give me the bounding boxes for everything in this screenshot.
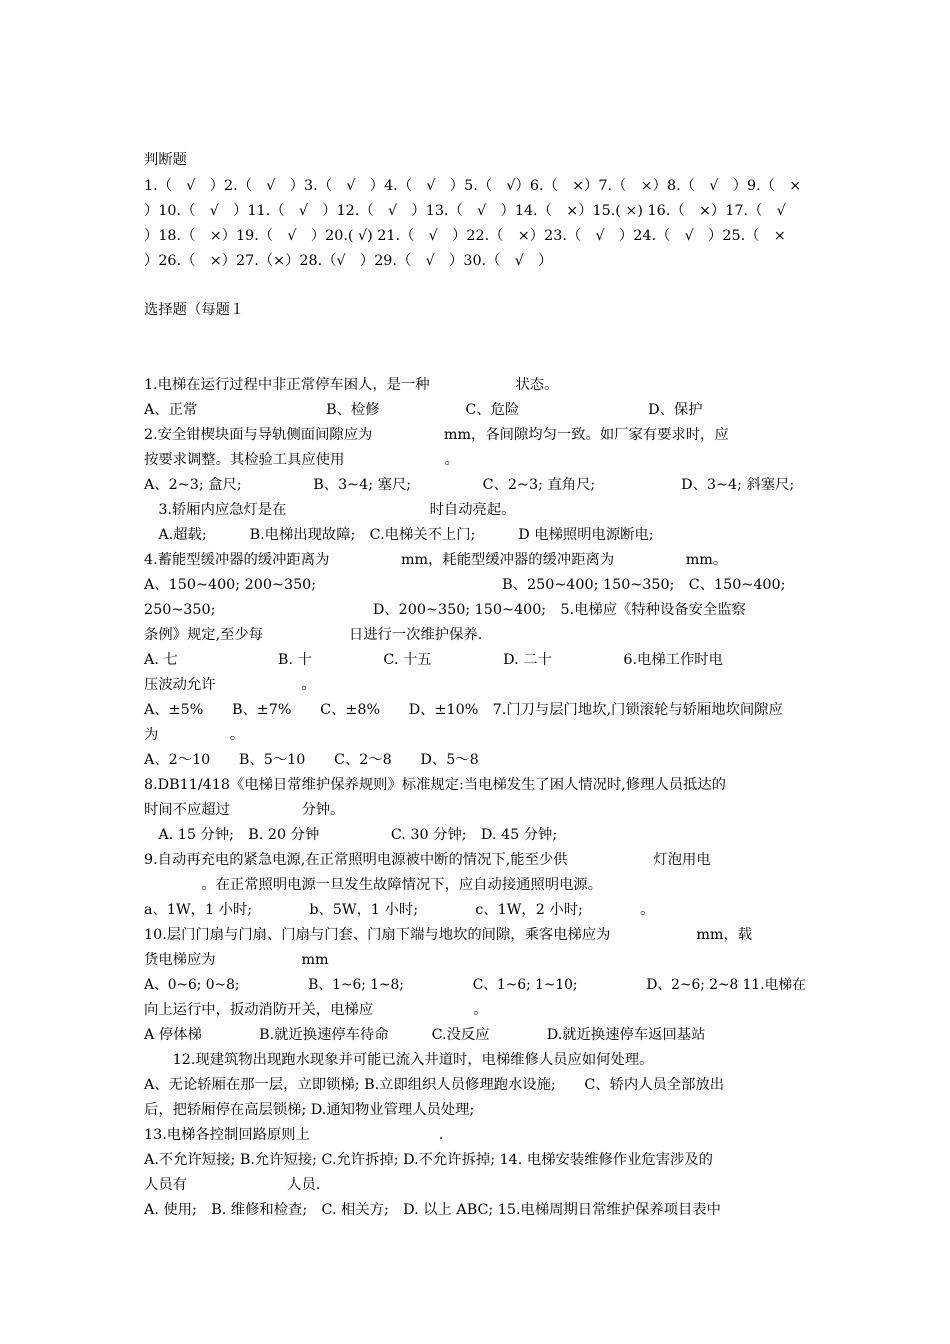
- choice-line: A 停体梯 B.就近换速停车待命 C.没反应 D.就近换速停车返回基站: [144, 1027, 706, 1043]
- choice-line: 4.蓄能型缓冲器的缓冲距离为 mm，耗能型缓冲器的缓冲距离为 mm。: [144, 552, 728, 568]
- choice-line: 时间不应超过 分钟。: [144, 802, 345, 818]
- choice-line: 3.轿厢内应急灯是在 时自动亮起。: [144, 502, 516, 518]
- choice-line: 1.电梯在运行过程中非正常停车困人，是一种 状态。: [144, 377, 559, 393]
- choice-line: 13.电梯各控制回路原则上 .: [144, 1127, 444, 1143]
- choice-line: 压波动允许 。: [144, 677, 316, 693]
- judge-answer-line: 1.（ √ ）2.（ √ ）3.（ √ ）4.（ √ ）5.（ √）6.（ ×）7.（ ×）8.（ √ ）9.（ ×: [144, 178, 802, 194]
- choice-line: A、正常 B、检修 C、危险 D、保护: [144, 402, 703, 418]
- choice-line: 货电梯应为 mm: [144, 952, 329, 968]
- judge-answer-line: ）26.（ ×）27.（×）28.（√ ）29.（ √ ）30.（ √ ）: [144, 253, 553, 269]
- choice-line: 2.安全钳楔块面与导轨侧面间隙应为 mm，各间隙均匀一致。如厂家有要求时，应: [144, 427, 729, 443]
- choice-line: 为 。: [144, 727, 245, 743]
- choice-line: 12.现建筑物出现跑水现象并可能已流入井道时，电梯维修人员应如何处理。: [144, 1052, 654, 1068]
- choice-line: A、150~400; 200~350; B、250~400; 150~350; C、150~400;: [144, 577, 786, 593]
- judge-answer-line: ）18.（ ×）19.（ √ ）20.( √) 21.（ √ ）22.（ ×）23.（ √ ）24.（ √ ）25.（ ×: [144, 228, 786, 244]
- choice-heading: 选择题（每题１: [144, 302, 245, 318]
- choice-line: 向上运行中，扳动消防开关，电梯应 。: [144, 1002, 488, 1018]
- choice-line: 后，把轿厢停在高层锁梯; D.通知物业管理人员处理;: [144, 1102, 475, 1118]
- choice-line: a、1W，1 小时; b、5W，1 小时; c、1W，2 小时; 。: [144, 902, 655, 918]
- choice-line: A. 使用; B. 维修和检查; C. 相关方; D. 以上 ABC; 15.电梯周期日常维护保养项目表中: [144, 1202, 721, 1218]
- choice-line: A. 15 分钟; B. 20 分钟 C. 30 分钟; D. 45 分钟;: [144, 827, 558, 843]
- choice-line: A、无论轿厢在那一层，立即锁梯; B.立即组织人员修理跑水设施; C、轿内人员全部放出: [144, 1077, 725, 1093]
- choice-line: 条例》规定,至少每 日进行一次维护保养.: [144, 627, 483, 643]
- choice-line: A.超载; B.电梯出现故障; C.电梯关不上门; D 电梯照明电源断电;: [144, 527, 654, 543]
- judge-answer-line: ）10.（ √ ）11.（ √ ）12.（ √ ）13.（ √ ）14.（ ×）15.( ×) 16.（ ×）17.（ √: [144, 203, 786, 219]
- choice-line: 250~350; D、200~350; 150~400; 5.电梯应《特种设备安全监察: [144, 602, 746, 618]
- choice-line: A、±5% B、±7% C、±8% D、±10% 7.门刀与层门地坎,门锁滚轮与轿厢地坎间隙应: [144, 702, 783, 718]
- judge-heading: 判断题: [144, 152, 187, 168]
- choice-line: 按要求调整。其检验工具应使用 。: [144, 452, 459, 468]
- choice-line: A、2～10 B、5～10 C、2～8 D、5～8: [144, 752, 479, 768]
- choice-line: A、2~3; 盒尺; B、3~4; 塞尺; C、2~3; 直角尺; D、3~4; 斜塞尺;: [144, 477, 795, 493]
- choice-line: 10.层门门扇与门扇、门扇与门套、门扇下端与地坎的间隙，乘客电梯应为 mm，载: [144, 927, 753, 943]
- choice-line: A.不允许短接; B.允许短接; C.允许拆掉; D.不允许拆掉; 14. 电梯安装维修作业危害涉及的: [144, 1152, 713, 1168]
- choice-line: 人员有 人员.: [144, 1177, 321, 1193]
- choice-line: A. 七 B. 十 C. 十五 D. 二十 6.电梯工作时电: [144, 652, 723, 668]
- choice-line: 9.自动再充电的紧急电源,在正常照明电源被中断的情况下,能至少供 灯泡用电: [144, 852, 711, 868]
- choice-line: A、0~6; 0~8; B、1~6; 1~8; C、1~6; 1~10; D、2~6; 2~8 11.电梯在: [144, 977, 806, 993]
- choice-line: 。在正常照明电源一旦发生故障情况下，应自动接通照明电源。: [144, 877, 602, 893]
- choice-line: 8.DB11/418《电梯日常维护保养规则》标准规定:当电梯发生了困人情况时,修理人员抵达的: [144, 777, 726, 793]
